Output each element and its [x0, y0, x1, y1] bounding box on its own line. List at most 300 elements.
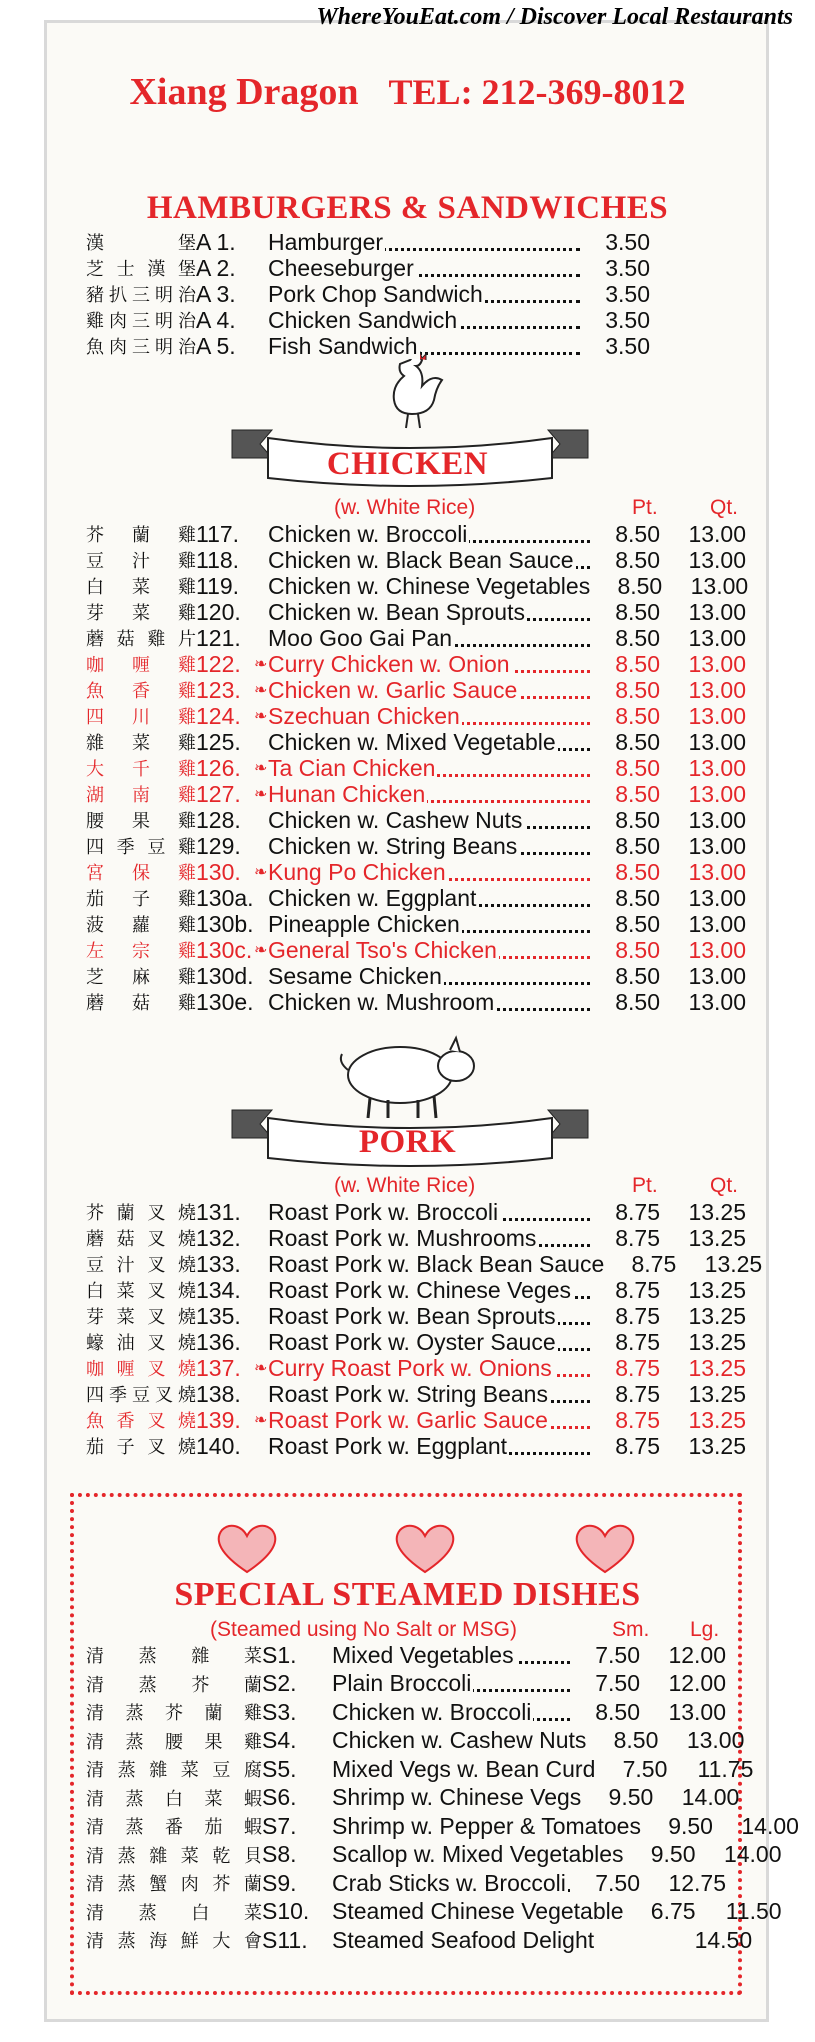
item-price-large: 14.50 — [694, 1926, 753, 1953]
menu-item-row — [86, 1784, 740, 1811]
item-code: S5. — [262, 1755, 297, 1782]
item-name-text: Szechuan Chicken — [268, 702, 460, 729]
menu-item-row — [86, 599, 746, 625]
item-chinese-name: 雜 菜 雞 — [86, 733, 196, 754]
item-code: 126. — [196, 754, 241, 781]
item-chinese-name: 清蒸白菜蝦 — [86, 1788, 262, 1810]
item-price-small: 3.50 — [605, 332, 650, 359]
item-price-small: 8.50 — [615, 936, 660, 963]
menu-item-row — [86, 1642, 726, 1668]
item-price-large: 11.75 — [697, 1755, 754, 1782]
restaurant-header — [0, 70, 815, 114]
item-price-large: 12.00 — [668, 1641, 726, 1668]
item-chinese-name: 漢 堡 — [86, 233, 196, 254]
item-name — [332, 1813, 643, 1840]
pork-subtitle: (w. White Rice) — [334, 1174, 476, 1197]
item-name-text: Moo Goo Gai Pan — [268, 624, 453, 651]
item-code: 130. — [196, 858, 241, 885]
menu-item-row — [86, 1755, 754, 1782]
item-chinese-name: 湖 南 雞 — [86, 785, 196, 806]
item-price-small: 8.50 — [615, 858, 660, 885]
item-price-small: 3.50 — [605, 280, 650, 307]
item-price-large: 13.00 — [688, 988, 746, 1015]
item-chinese-name: 白 菜 雞 — [86, 577, 196, 598]
item-code: 132. — [196, 1224, 241, 1251]
item-name — [268, 1381, 590, 1408]
item-code: 130a. — [196, 884, 254, 911]
item-price-large: 13.00 — [688, 754, 746, 781]
menu-item-row — [86, 1926, 753, 1953]
menu-item-row: 大 千 雞 126. ❧ Ta Cian Chicken 8.50 13.00 — [86, 754, 746, 781]
heart-icon — [570, 1520, 640, 1576]
item-chinese-name: 咖 喱 雞 — [86, 655, 196, 676]
item-code: 121. — [196, 624, 241, 651]
item-price-small: 3.50 — [605, 254, 650, 281]
item-price-large: 13.25 — [688, 1328, 746, 1355]
item-chinese-name: 清蒸番茄蝦 — [86, 1817, 262, 1838]
item-price-large: 13.00 — [688, 650, 746, 677]
item-name — [332, 1756, 597, 1783]
item-price-small: 8.50 — [615, 962, 660, 989]
item-name — [268, 833, 590, 860]
item-name — [268, 229, 580, 256]
item-price-small: 7.50 — [595, 1641, 640, 1668]
item-price-small: 8.50 — [615, 624, 660, 651]
item-code: 127. — [196, 780, 241, 807]
item-price-small: 3.50 — [605, 228, 650, 255]
item-price-large: 13.00 — [688, 702, 746, 729]
menu-item-row — [86, 281, 736, 307]
item-price-large: 13.00 — [688, 780, 746, 807]
item-name-text: Mixed Vegetables — [332, 1641, 514, 1668]
item-name-text: Fish Sandwich — [268, 332, 418, 359]
item-code: 131. — [196, 1198, 241, 1225]
menu-item-row — [86, 307, 736, 333]
item-price-large: 13.00 — [688, 546, 746, 573]
item-code: 138. — [196, 1380, 241, 1407]
item-price-large: 13.25 — [704, 1250, 763, 1277]
item-price-large: 13.00 — [688, 910, 746, 937]
menu-item-row — [86, 1870, 726, 1896]
item-name-text: Chicken Sandwich — [268, 306, 458, 333]
item-code: 125. — [196, 728, 241, 755]
item-price-large: 13.00 — [668, 1698, 726, 1725]
item-code: 130d. — [196, 962, 254, 989]
item-chinese-name: 清 蒸 白 菜 — [86, 1902, 262, 1924]
item-code: A 3. — [196, 280, 236, 307]
item-name-text: Curry Roast Pork w. Onions — [268, 1354, 552, 1381]
item-chinese-name: 四 川 雞 — [86, 707, 196, 728]
item-price-large: 13.00 — [688, 884, 746, 911]
item-name-text: Crab Sticks w. Broccoli — [332, 1869, 566, 1896]
item-chinese-name: 清蒸芥蘭雞 — [86, 1703, 262, 1724]
menu-item-row: 咖 喱 雞 122. ❧ Curry Chicken w. Onion 8.50 13.00 — [86, 650, 746, 677]
menu-item-row — [86, 333, 736, 359]
item-price-small: 7.50 — [595, 1869, 640, 1896]
item-name-text: Chicken w. Eggplant — [268, 884, 477, 911]
menu-item-row — [86, 1812, 799, 1839]
item-name-text: Mixed Vegs w. Bean Curd — [332, 1755, 596, 1782]
steamed-subtitle: (Steamed using No Salt or MSG) — [210, 1618, 517, 1641]
item-code: S9. — [262, 1869, 297, 1896]
item-price-small: 8.50 — [615, 598, 660, 625]
item-name — [268, 1407, 590, 1434]
item-price-small: 8.50 — [613, 1727, 659, 1753]
item-name-text: Roast Pork w. Oyster Sauce — [268, 1328, 556, 1355]
item-price-small: 8.50 — [615, 780, 660, 807]
item-code: 123. — [196, 676, 241, 703]
menu-item-row — [86, 1433, 746, 1459]
item-price-small: 8.75 — [615, 1198, 660, 1225]
item-price-large: 13.00 — [688, 858, 746, 885]
item-name-text: Roast Pork w. Broccoli — [268, 1198, 499, 1225]
restaurant-phone: TEL: 212-369-8012 — [388, 72, 686, 112]
item-name — [268, 255, 580, 282]
item-price-large: 13.25 — [688, 1380, 746, 1407]
item-price-large: 11.50 — [725, 1898, 782, 1924]
item-price-large: 13.25 — [688, 1354, 746, 1381]
menu-item-row — [86, 255, 736, 281]
item-price-small: 3.50 — [605, 306, 650, 333]
item-code: 117. — [196, 520, 240, 547]
menu-item-row — [86, 1303, 746, 1329]
item-price-small: 8.50 — [615, 754, 660, 781]
item-name-text: Chicken w. Black Bean Sauce — [268, 546, 574, 573]
item-price-large: 13.25 — [688, 1276, 746, 1303]
menu-item-row: 魚香叉燒 139. ❧ Roast Pork w. Garlic Sauce 8.75 13.25 — [86, 1406, 746, 1433]
item-chinese-name: 腰 果 雞 — [86, 811, 196, 832]
menu-item-row — [86, 229, 736, 255]
item-price-small: 8.50 — [615, 546, 660, 573]
menu-item-row — [86, 1381, 746, 1407]
item-price-small: 8.75 — [615, 1354, 660, 1381]
item-price-large: 13.00 — [688, 676, 746, 703]
item-chinese-name: 清蒸雜菜豆腐 — [86, 1760, 262, 1781]
item-name — [268, 1251, 606, 1278]
item-price-large: 14.00 — [723, 1841, 782, 1867]
item-name — [268, 573, 592, 600]
item-price-small: 8.50 — [615, 702, 660, 729]
item-name — [268, 1303, 590, 1330]
item-price-small: 8.50 — [615, 832, 660, 859]
watermark-text: WhereYouEat.com / Discover Local Restaurants — [316, 4, 793, 30]
item-chinese-name: 豆 汁 雞 — [86, 551, 196, 572]
item-chinese-name: 豆汁叉燒 — [86, 1255, 196, 1276]
menu-item-row — [86, 963, 746, 989]
item-name-text: Pineapple Chicken — [268, 910, 460, 937]
item-price-small: 6.75 — [650, 1898, 696, 1924]
menu-item-row — [86, 1841, 782, 1868]
item-code: S11. — [262, 1926, 308, 1953]
item-price-large: 13.25 — [688, 1406, 746, 1433]
chicken-title: CHICKEN — [326, 446, 489, 482]
menu-item-row — [86, 1699, 726, 1725]
steamed-col-lg: Lg. — [690, 1618, 720, 1641]
item-chinese-name: 清 蒸 芥 蘭 — [86, 1674, 262, 1696]
item-code: S4. — [262, 1727, 297, 1753]
item-chinese-name: 魚肉三明治 — [86, 337, 196, 358]
item-chinese-name: 白菜叉燒 — [86, 1281, 196, 1302]
item-code: A 4. — [196, 306, 236, 333]
item-name — [332, 1670, 570, 1697]
item-price-large: 13.00 — [690, 572, 749, 599]
item-name — [268, 1225, 590, 1252]
menu-item-row — [86, 1898, 782, 1925]
item-name — [268, 1355, 590, 1382]
item-name-text: Shrimp w. Pepper & Tomatoes — [332, 1812, 641, 1839]
item-price-small: 8.50 — [615, 676, 660, 703]
item-price-small: 8.50 — [617, 572, 663, 599]
pork-title: PORK — [358, 1124, 457, 1160]
hamburgers-title: HAMBURGERS & SANDWICHES — [146, 190, 669, 226]
item-chinese-name: 蠔油叉燒 — [86, 1333, 196, 1354]
item-code: A 2. — [196, 254, 236, 281]
item-code: 136. — [196, 1328, 241, 1355]
menu-item-row: 咖喱叉燒 137. ❧ Curry Roast Pork w. Onions 8.75 13.25 — [86, 1354, 746, 1381]
rooster-icon — [380, 350, 450, 430]
menu-item-row — [86, 572, 749, 599]
item-chinese-name: 芽 菜 雞 — [86, 603, 196, 624]
item-name-text: Curry Chicken w. Onion — [268, 650, 510, 677]
item-code: S3. — [262, 1698, 297, 1725]
menu-item-row — [86, 1277, 746, 1303]
item-chinese-name: 左 宗 雞 — [86, 941, 196, 962]
item-chinese-name: 大 千 雞 — [86, 759, 196, 780]
item-price-small: 9.50 — [608, 1784, 654, 1810]
item-name — [268, 1433, 590, 1460]
item-price-large: 14.00 — [741, 1812, 799, 1839]
item-price-small: 8.75 — [615, 1380, 660, 1407]
item-code: 134. — [196, 1276, 241, 1303]
item-price-large: 13.00 — [688, 598, 746, 625]
item-price-large: 13.25 — [688, 1198, 746, 1225]
item-name-text: General Tso's Chicken — [268, 936, 497, 963]
item-code: 120. — [196, 598, 241, 625]
item-chinese-name: 芝 麻 雞 — [86, 967, 196, 988]
item-code: 139. — [196, 1406, 241, 1433]
item-name-text: Cheeseburger — [268, 254, 414, 281]
item-name — [268, 1199, 590, 1226]
item-code: 122. — [196, 650, 241, 677]
heart-icon — [212, 1520, 282, 1576]
item-code: 119. — [196, 572, 240, 599]
restaurant-name: Xiang Dragon — [129, 71, 359, 113]
item-chinese-name: 茄 子 雞 — [86, 889, 196, 910]
item-name-text: Roast Pork w. Mushrooms — [268, 1224, 537, 1251]
item-name — [268, 807, 590, 834]
item-name — [268, 911, 590, 938]
menu-item-row — [86, 1225, 746, 1251]
item-chinese-name: 宮 保 雞 — [86, 863, 196, 884]
item-name-text: Chicken w. String Beans — [268, 832, 518, 859]
item-code: S2. — [262, 1670, 297, 1696]
item-name — [268, 547, 590, 574]
item-price-small: 8.50 — [615, 728, 660, 755]
item-code: S8. — [262, 1841, 297, 1867]
item-name — [268, 729, 590, 756]
item-name-text: Chicken w. Garlic Sauce — [268, 676, 518, 703]
item-price-large: 13.00 — [688, 520, 746, 547]
item-code: 129. — [196, 832, 241, 859]
item-price-large: 13.25 — [688, 1224, 746, 1251]
item-name — [268, 281, 580, 308]
item-chinese-name: 芽菜叉燒 — [86, 1307, 196, 1328]
menu-item-row — [86, 833, 746, 859]
menu-item-row — [86, 1250, 763, 1277]
item-chinese-name: 雞肉三明治 — [86, 311, 196, 332]
menu-item-row — [86, 1727, 745, 1754]
item-chinese-name: 清蒸腰果雞 — [86, 1731, 262, 1753]
item-chinese-name: 四季豆叉燒 — [86, 1385, 196, 1406]
item-price-large: 13.00 — [688, 806, 746, 833]
item-name-text: Pork Chop Sandwich — [268, 280, 483, 307]
item-price-small: 8.75 — [615, 1406, 660, 1433]
item-chinese-name: 咖喱叉燒 — [86, 1359, 196, 1380]
item-name-text: Roast Pork w. Eggplant — [268, 1432, 508, 1459]
item-code: A 5. — [196, 332, 236, 359]
item-name-text: Roast Pork w. String Beans — [268, 1380, 548, 1407]
item-name-text: Hamburger — [268, 228, 384, 255]
menu-item-row: 魚 香 雞 123. ❧ Chicken w. Garlic Sauce 8.50 13.00 — [86, 676, 746, 703]
item-price-large: 14.00 — [681, 1784, 740, 1810]
item-code: 137. — [196, 1354, 241, 1381]
menu-item-row: 四 川 雞 124. ❧ Szechuan Chicken 8.50 13.00 — [86, 702, 746, 729]
item-code: A 1. — [196, 228, 236, 255]
heart-icon — [390, 1520, 460, 1576]
item-name — [268, 963, 590, 990]
item-name — [268, 625, 590, 652]
item-chinese-name: 豬扒三明治 — [86, 285, 196, 306]
item-name — [332, 1898, 626, 1925]
item-price-small: 8.50 — [595, 1698, 640, 1725]
item-code: S1. — [262, 1641, 297, 1668]
item-code: 130c. — [196, 936, 253, 963]
item-code: 140. — [196, 1432, 241, 1459]
item-code: 128. — [196, 806, 241, 833]
item-name — [332, 1699, 570, 1726]
item-price-large: 13.00 — [686, 1727, 745, 1753]
item-chinese-name: 菠 蘿 雞 — [86, 915, 196, 936]
item-name — [332, 1727, 588, 1754]
item-name — [268, 521, 590, 548]
menu-item-row — [86, 547, 746, 573]
item-name-text: Ta Cian Chicken — [268, 754, 436, 781]
pork-col-pt: Pt. — [632, 1174, 658, 1197]
item-price-large: 13.25 — [688, 1432, 746, 1459]
item-price-large: 12.75 — [668, 1869, 726, 1896]
item-chinese-name: 魚香叉燒 — [86, 1411, 196, 1432]
item-name-text: Roast Pork w. Bean Sprouts — [268, 1302, 556, 1329]
item-price-small: 8.75 — [615, 1328, 660, 1355]
item-price-small: 8.75 — [615, 1432, 660, 1459]
item-price-small: 8.50 — [615, 910, 660, 937]
item-chinese-name: 蘑菇雞片 — [86, 629, 196, 650]
item-name — [268, 937, 590, 964]
chicken-col-pt: Pt. — [632, 496, 658, 519]
item-name — [268, 1329, 590, 1356]
item-name-text: Shrimp w. Chinese Vegs — [332, 1784, 582, 1810]
item-name — [332, 1642, 570, 1669]
item-name — [268, 859, 590, 886]
item-price-small: 8.75 — [615, 1224, 660, 1251]
item-name — [268, 599, 590, 626]
chicken-col-qt: Qt. — [710, 496, 739, 519]
item-chinese-name: 芥 蘭 雞 — [86, 525, 196, 546]
menu-item-row — [86, 1329, 746, 1355]
item-price-small: 8.50 — [615, 520, 660, 547]
menu-item-row — [86, 1671, 726, 1697]
item-name — [268, 755, 590, 782]
item-name-text: Chicken w. Cashew Nuts — [332, 1727, 587, 1753]
item-price-small: 8.50 — [615, 806, 660, 833]
item-name — [332, 1927, 596, 1954]
item-price-large: 13.00 — [688, 936, 746, 963]
menu-item-row — [86, 807, 746, 833]
item-name — [268, 885, 590, 912]
item-code: S6. — [262, 1784, 297, 1810]
item-name — [332, 1841, 626, 1868]
item-chinese-name: 清 蒸 雜 菜 — [86, 1646, 262, 1667]
item-code: 133. — [196, 1250, 241, 1277]
item-code: S7. — [262, 1812, 297, 1839]
item-code: S10. — [262, 1898, 310, 1924]
item-name-text: Kung Po Chicken — [268, 858, 446, 885]
item-name-text: Hunan Chicken — [268, 780, 426, 807]
item-code: 130b. — [196, 910, 254, 937]
item-price-small: 8.50 — [615, 884, 660, 911]
item-name-text: Steamed Chinese Vegetable — [332, 1898, 624, 1924]
chicken-subtitle: (w. White Rice) — [334, 496, 476, 519]
steamed-col-sm: Sm. — [612, 1618, 650, 1641]
item-name-text: Chicken w. Mixed Vegetable — [268, 728, 556, 755]
item-name — [332, 1784, 583, 1811]
item-chinese-name: 清蒸海鮮大會 — [86, 1931, 262, 1952]
item-name-text: Roast Pork w. Chinese Veges — [268, 1276, 571, 1303]
item-price-large: 13.00 — [688, 624, 746, 651]
item-price-large: 13.00 — [688, 962, 746, 989]
item-name — [268, 1277, 590, 1304]
item-name-text: Plain Broccoli — [332, 1670, 472, 1696]
item-name-text: Chicken w. Cashew Nuts — [268, 806, 523, 833]
menu-item-row — [86, 625, 746, 651]
item-chinese-name: 芥蘭叉燒 — [86, 1203, 196, 1224]
steamed-title: SPECIAL STEAMED DISHES — [174, 1576, 641, 1613]
item-name-text: Scallop w. Mixed Vegetables — [332, 1841, 624, 1867]
item-name — [268, 651, 590, 678]
item-price-large: 13.00 — [688, 832, 746, 859]
item-chinese-name: 清蒸雜菜乾貝 — [86, 1845, 262, 1867]
menu-item-row — [86, 911, 746, 937]
item-code: 135. — [196, 1302, 241, 1329]
item-name-text: Roast Pork w. Garlic Sauce — [268, 1406, 548, 1433]
item-name-text: Chicken w. Bean Sprouts — [268, 598, 525, 625]
item-code: 118. — [196, 546, 240, 573]
item-chinese-name: 蘑 菇 雞 — [86, 993, 196, 1014]
item-name-text: Chicken w. Broccoli — [268, 520, 468, 547]
item-price-small: 7.50 — [622, 1755, 668, 1782]
item-name-text: Chicken w. Chinese Vegetables — [268, 572, 591, 599]
item-chinese-name: 清蒸蟹肉芥蘭 — [86, 1874, 262, 1895]
item-name — [268, 307, 580, 334]
menu-item-row — [86, 521, 746, 547]
item-price-large: 12.00 — [668, 1670, 726, 1696]
menu-item-row — [86, 729, 746, 755]
item-chinese-name: 魚 香 雞 — [86, 681, 196, 702]
item-chinese-name: 蘑菇叉燒 — [86, 1229, 196, 1250]
menu-item-row: 宮 保 雞 130. ❧ Kung Po Chicken 8.50 13.00 — [86, 858, 746, 885]
item-name — [268, 781, 590, 808]
item-price-large: 13.00 — [688, 728, 746, 755]
